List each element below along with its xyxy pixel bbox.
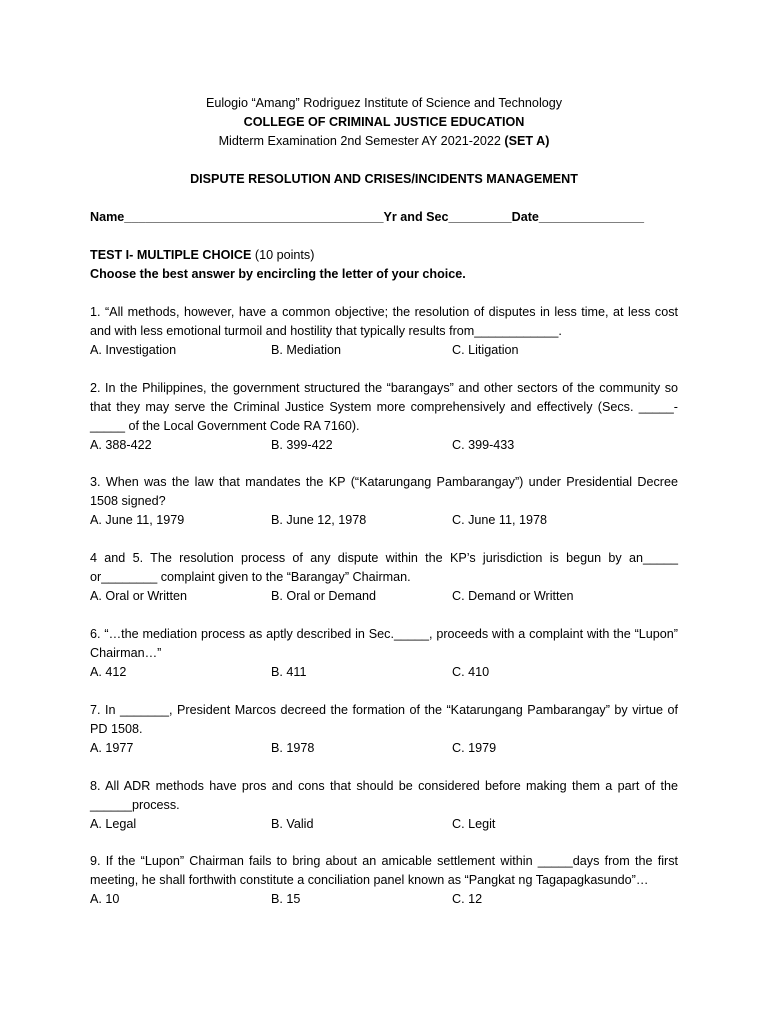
choice-a: A. 388-422 bbox=[90, 437, 152, 452]
question-text: 3. When was the law that mandates the KP (“Katarungang Pambarangay”) under Presidential Decree 1508 signed? bbox=[90, 475, 678, 508]
choice-a: A. Oral or Written bbox=[90, 588, 188, 603]
choice-b: B. 1978 bbox=[271, 740, 315, 755]
college-name: COLLEGE OF CRIMINAL JUSTICE EDUCATION bbox=[243, 115, 525, 129]
choice-c: C. June 11, 1978 bbox=[452, 512, 547, 527]
choice-b: B. Valid bbox=[271, 816, 314, 831]
question-3 bbox=[90, 473, 678, 530]
choice-row bbox=[90, 511, 678, 530]
choice-b: B. Mediation bbox=[271, 342, 342, 357]
yr-sec-field: Yr and Sec_________ bbox=[383, 210, 512, 224]
test-title: TEST I- MULTIPLE CHOICE bbox=[90, 248, 252, 262]
question-4-5 bbox=[90, 549, 678, 606]
name-field: Name_____________________________________ bbox=[90, 210, 384, 224]
choice-a: A. 412 bbox=[90, 664, 127, 679]
choice-c: C. 399-433 bbox=[452, 437, 515, 452]
test-points: (10 points) bbox=[254, 248, 315, 262]
choice-b: B. June 12, 1978 bbox=[271, 512, 367, 527]
test-instructions: Choose the best answer by encircling the letter of your choice. bbox=[90, 266, 466, 281]
institution-name: Eulogio “Amang” Rodriguez Institute of Science and Technology bbox=[205, 96, 563, 110]
question-text: 8. All ADR methods have pros and cons that should be considered before making them a part of the ______process. bbox=[90, 779, 678, 812]
choice-row bbox=[90, 436, 678, 455]
choice-b: B. 399-422 bbox=[271, 437, 333, 452]
exam-title bbox=[90, 132, 678, 151]
choice-c: C. 1979 bbox=[452, 740, 497, 755]
question-6 bbox=[90, 625, 678, 682]
choice-c: C. Legit bbox=[452, 816, 496, 831]
question-text: 2. In the Philippines, the government structured the “barangays” and other sectors of the community so that they may serve the Criminal Justice System more comprehensively and effectively (Secs. _____-_____ of the Local Government Code RA 7160). bbox=[90, 381, 678, 433]
choice-row bbox=[90, 663, 678, 682]
choice-row bbox=[90, 890, 678, 909]
question-8 bbox=[90, 777, 678, 834]
exam-set: (SET A) bbox=[504, 134, 550, 148]
question-text: 7. In _______, President Marcos decreed the formation of the “Katarungang Pambarangay” by virtue of PD 1508. bbox=[90, 703, 678, 736]
choice-b: B. 411 bbox=[271, 664, 307, 679]
choice-b: B. Oral or Demand bbox=[271, 588, 376, 603]
question-text: 9. If the “Lupon” Chairman fails to bring about an amicable settlement within _____days from the first meeting, he shall forthwith constitute a conciliation panel known as “Pangkat ng Tagapagkasundo”… bbox=[90, 854, 678, 887]
date-field: Date_______________ bbox=[511, 210, 644, 224]
choice-c: C. 12 bbox=[452, 891, 483, 906]
choice-a: A. 10 bbox=[90, 891, 120, 906]
student-info-row bbox=[90, 208, 644, 227]
test-section-header bbox=[90, 246, 680, 284]
question-2 bbox=[90, 379, 678, 455]
choice-row bbox=[90, 815, 678, 834]
choice-c: C. Litigation bbox=[452, 342, 519, 357]
test-heading bbox=[90, 246, 680, 265]
question-text: 6. “…the mediation process as aptly described in Sec._____, proceeds with a complaint with the “Lupon” Chairman…” bbox=[90, 627, 678, 660]
choice-row bbox=[90, 739, 678, 758]
choice-a: A. Legal bbox=[90, 816, 137, 831]
choice-a: A. June 11, 1979 bbox=[90, 512, 185, 527]
exam-header bbox=[90, 94, 678, 151]
exam-term: Midterm Examination 2nd Semester AY 2021-2022 bbox=[218, 134, 501, 148]
choice-c: C. Demand or Written bbox=[452, 588, 574, 603]
question-7 bbox=[90, 701, 678, 758]
question-text: 1. “All methods, however, have a common objective; the resolution of disputes in less time, at less cost and with less emotional turmoil and hostility that typically results from____________. bbox=[90, 305, 678, 338]
question-1 bbox=[90, 303, 678, 360]
choice-row bbox=[90, 587, 678, 606]
choice-c: C. 410 bbox=[452, 664, 490, 679]
course-title: DISPUTE RESOLUTION AND CRISES/INCIDENTS MANAGEMENT bbox=[190, 172, 578, 186]
choice-b: B. 15 bbox=[271, 891, 301, 906]
choice-row bbox=[90, 341, 678, 360]
choice-a: A. Investigation bbox=[90, 342, 177, 357]
question-text: 4 and 5. The resolution process of any dispute within the KP’s jurisdiction is begun by an_____ or________ complaint given to the “Barangay” Chairman. bbox=[90, 551, 678, 584]
choice-a: A. 1977 bbox=[90, 740, 134, 755]
question-9 bbox=[90, 852, 678, 909]
